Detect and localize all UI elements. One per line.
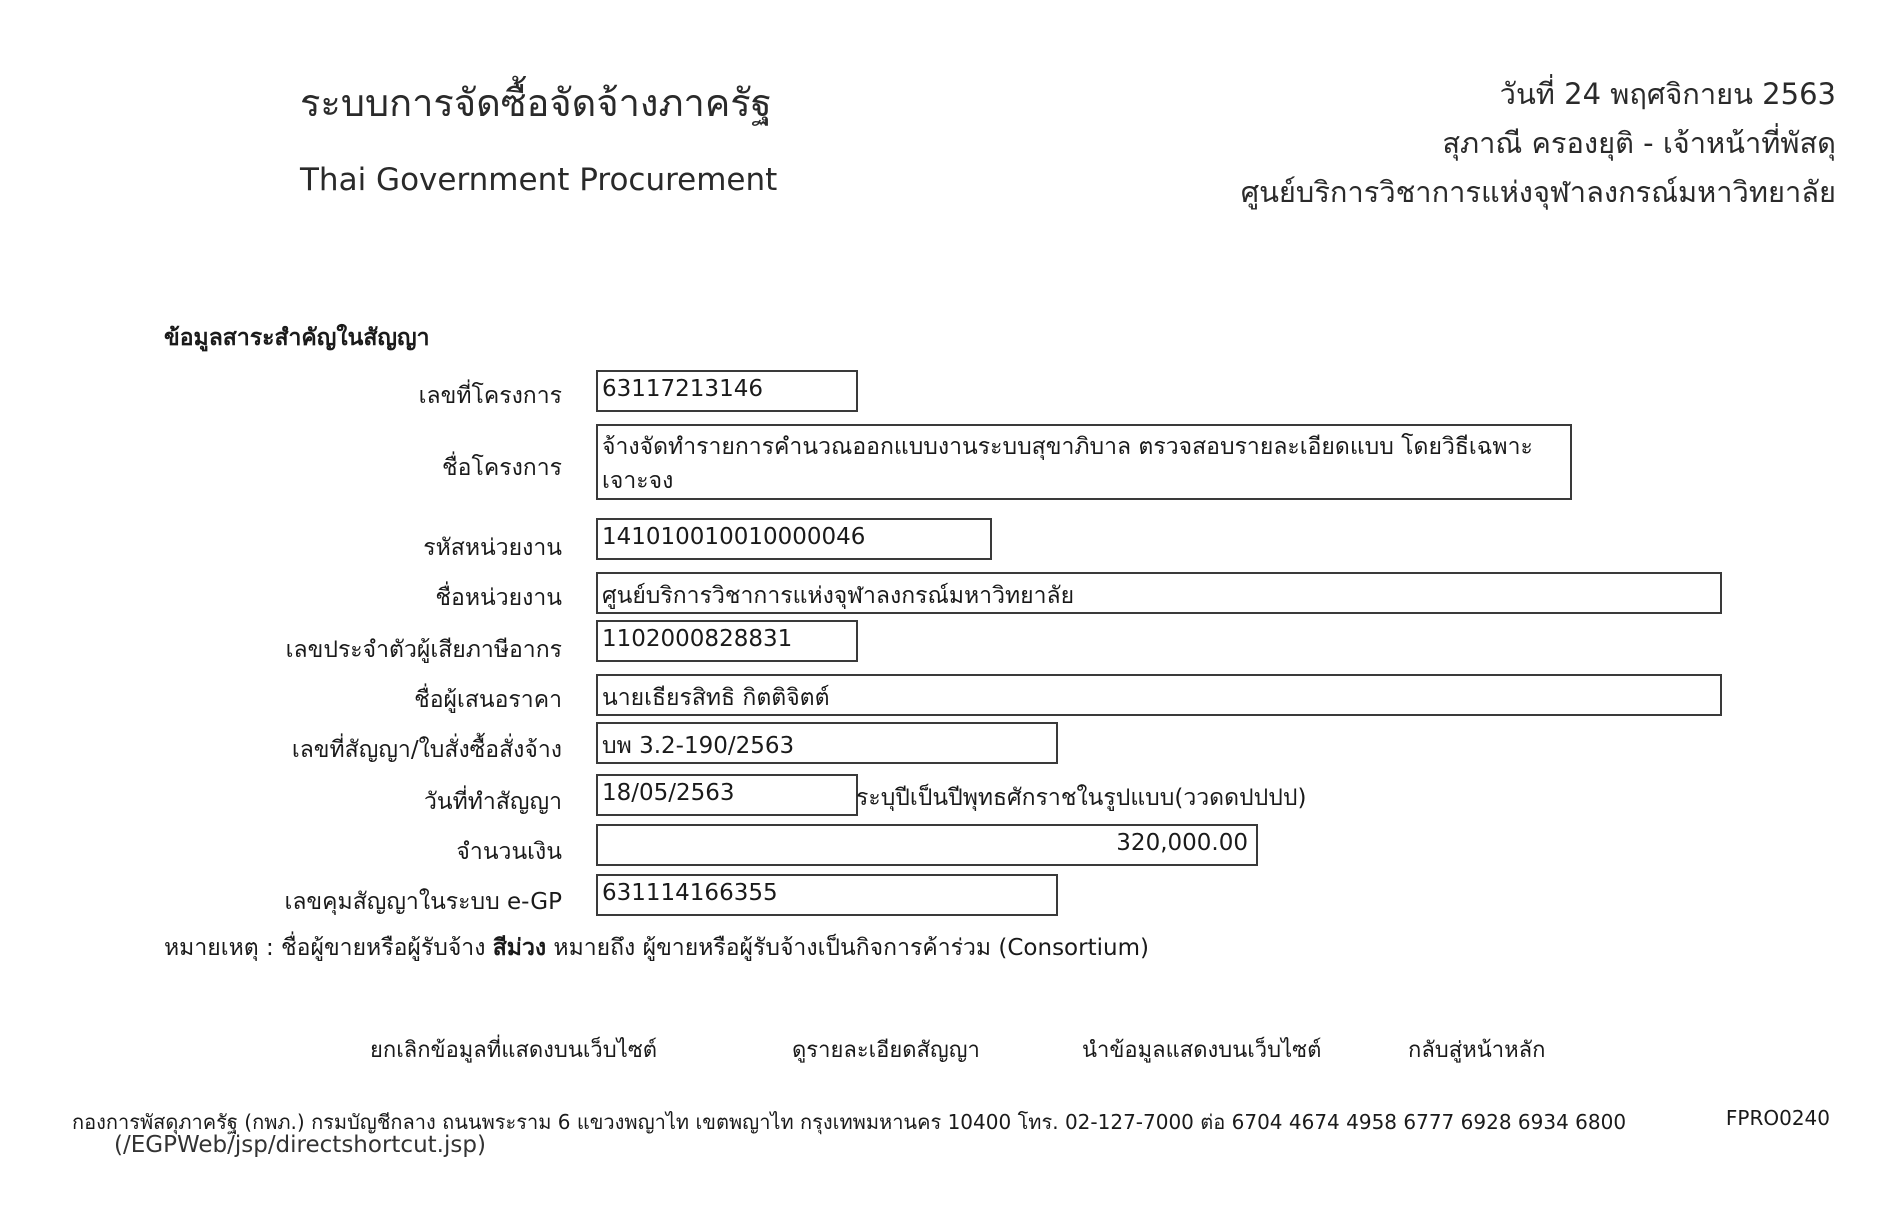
amount-field[interactable]: 320,000.00 — [596, 824, 1258, 866]
view-details-link[interactable]: ดูรายละเอียดสัญญา — [792, 1038, 980, 1063]
contract-date-hint: ระบุปีเป็นปีพุทธศักราชในรูปแบบ(ววดดปปปป) — [856, 785, 1307, 811]
project-no-label: เลขที่โครงการ — [418, 383, 562, 409]
contract-no-field[interactable]: บพ 3.2-190/2563 — [596, 722, 1058, 764]
footer-code: FPRO0240 — [1725, 1106, 1830, 1130]
tax-id-label: เลขประจำตัวผู้เสียภาษีอากร — [285, 637, 562, 663]
unit-name-field[interactable]: ศูนย์บริการวิชาการแห่งจุฬาลงกรณ์มหาวิทยาลัย — [596, 572, 1722, 614]
org-line: ศูนย์บริการวิชาการแห่งจุฬาลงกรณ์มหาวิทยาลัย — [1240, 175, 1836, 209]
egp-no-label: เลขคุมสัญญาในระบบ e-GP — [284, 889, 562, 915]
consortium-note — [164, 930, 1149, 966]
system-subtitle: Thai Government Procurement — [300, 162, 778, 198]
project-name-label: ชื่อโครงการ — [442, 455, 562, 481]
bidder-name-label: ชื่อผู้เสนอราคา — [414, 687, 562, 713]
section-title: ข้อมูลสาระสำคัญในสัญญา — [164, 325, 430, 351]
date-line: วันที่ 24 พฤศจิกายน 2563 — [1499, 77, 1836, 111]
project-no-field[interactable]: 63117213146 — [596, 370, 858, 412]
note-suffix: หมายถึง ผู้ขายหรือผู้รับจ้างเป็นกิจการค้าร่วม (Consortium) — [546, 935, 1149, 961]
contract-no-label: เลขที่สัญญา/ใบสั่งซื้อสั่งจ้าง — [291, 737, 562, 763]
footer-address: กองการพัสดุภาครัฐ (กพภ.) กรมบัญชีกลาง ถนนพระราม 6 แขวงพญาไท เขตพญาไท กรุงเทพมหานคร 10400 โทร. 02-127-7000 ต่อ 6704 4674 4958 6777 6928 6934 6800 — [72, 1110, 1627, 1134]
amount-label: จำนวนเงิน — [456, 839, 562, 865]
tax-id-field[interactable]: 1102000828831 — [596, 620, 858, 662]
system-title: ระบบการจัดซื้อจัดจ้างภาครัฐ — [300, 81, 772, 125]
user-line: สุภาณี ครองยุติ - เจ้าหน้าที่พัสดุ — [1442, 126, 1836, 160]
header-info — [1241, 70, 1836, 217]
note-bold: สีม่วง — [492, 935, 547, 961]
footer-url: (/EGPWeb/jsp/directshortcut.jsp) — [114, 1132, 486, 1158]
unit-code-label: รหัสหน่วยงาน — [423, 535, 562, 561]
publish-link[interactable]: นำข้อมูลแสดงบนเว็บไซต์ — [1082, 1038, 1322, 1063]
project-name-field[interactable]: จ้างจัดทำรายการคำนวณออกแบบงานระบบสุขาภิบาล ตรวจสอบรายละเอียดแบบ โดยวิธีเฉพาะเจาะจง — [596, 424, 1572, 500]
contract-date-label: วันที่ทำสัญญา — [423, 789, 562, 815]
back-home-link[interactable]: กลับสู่หน้าหลัก — [1408, 1038, 1546, 1063]
unit-name-label: ชื่อหน่วยงาน — [435, 585, 562, 611]
note-prefix: หมายเหตุ : ชื่อผู้ขายหรือผู้รับจ้าง — [164, 935, 493, 961]
bidder-name-field[interactable]: นายเธียรสิทธิ กิตติจิตต์ — [596, 674, 1722, 716]
cancel-display-link[interactable]: ยกเลิกข้อมูลที่แสดงบนเว็บไซต์ — [370, 1038, 658, 1063]
contract-date-field[interactable]: 18/05/2563 — [596, 774, 858, 816]
unit-code-field[interactable]: 141010010010000046 — [596, 518, 992, 560]
egp-no-field[interactable]: 631114166355 — [596, 874, 1058, 916]
